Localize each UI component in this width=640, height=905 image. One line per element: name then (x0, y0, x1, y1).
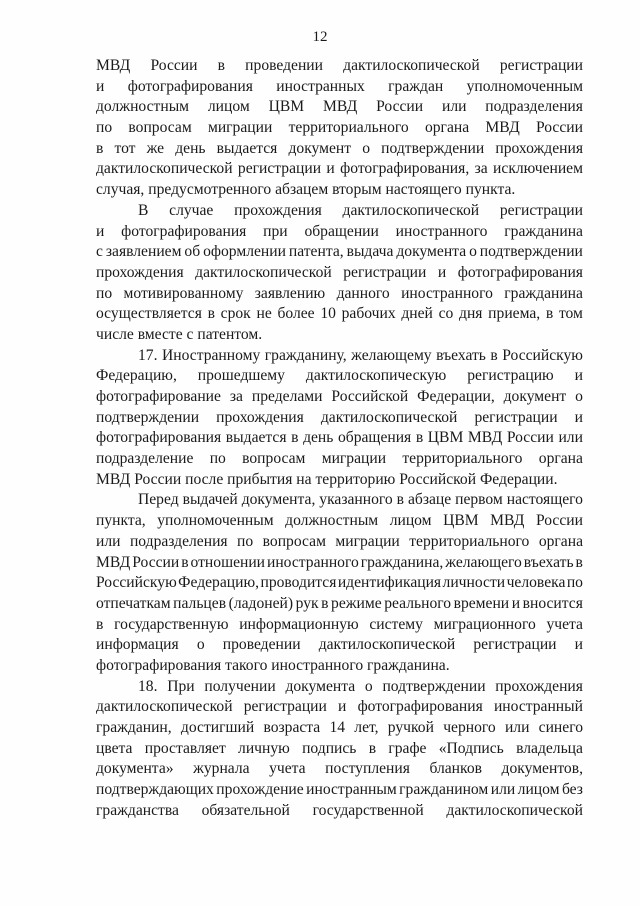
text-line: и фотографирования при обращении иностранного гражданина (96, 222, 583, 240)
paragraph-1 (96, 56, 583, 201)
text-line: случая, предусмотренного абзацем вторым настоящего пункта. (96, 181, 516, 199)
text-line: по мотивированному заявлению данного иностранного гражданина (96, 284, 583, 302)
text-line: и фотографирования иностранных граждан уполномоченным (96, 77, 583, 95)
text-line: фотографирования выдается в день обращения в ЦВМ МВД России или (96, 429, 583, 447)
paragraph-5-item-18 (96, 677, 583, 822)
text-line: документа» журнала учета поступления бланков документов, (96, 760, 583, 778)
text-line: цвета проставляет личную подпись в графе «Подпись владельца (96, 739, 583, 757)
document-body (96, 56, 583, 821)
text-line: дактилоскопической регистрации и фотографирования, за исключением (96, 160, 583, 178)
text-line: в тот же день выдается документ о подтверждении прохождения (96, 139, 583, 157)
text-line: МВД России в отношении иностранного гражданина, желающего въехать в (96, 553, 583, 571)
text-line: осуществляется в срок не более 10 рабочих дней со дня приема, в том (96, 305, 583, 323)
page-number: 12 (312, 29, 328, 45)
text-line: подразделение по вопросам миграции территориального органа (96, 450, 583, 468)
text-line: 18. При получении документа о подтверждении прохождения (138, 677, 583, 695)
paragraph-2 (96, 201, 583, 346)
text-line: Перед выдачей документа, указанного в абзаце первом настоящего (138, 491, 583, 509)
text-line: МВД России в проведении дактилоскопической регистрации (96, 57, 583, 74)
text-line: пункта, уполномоченным должностным лицом ЦВМ МВД России (96, 512, 583, 530)
text-line: информация о проведении дактилоскопической регистрации и (96, 636, 583, 654)
text-line: с заявлением об оформлении патента, выдача документа о подтверждении (96, 243, 583, 261)
text-line: прохождения дактилоскопической регистрации и фотографирования (96, 263, 583, 281)
text-line: отпечаткам пальцев (ладоней) рук в режиме реального времени и вносится (96, 594, 583, 612)
text-line: по вопросам миграции территориального органа МВД России (96, 119, 583, 137)
text-line: дактилоскопической регистрации и фотографирования иностранный (96, 698, 583, 716)
text-line: подтверждающих прохождение иностранным гражданином или лицом без (96, 781, 583, 799)
text-line: числе вместе с патентом. (96, 325, 263, 343)
text-line: подтверждении прохождения дактилоскопической регистрации и (96, 408, 583, 426)
paragraph-4 (96, 490, 583, 676)
text-line: гражданин, достигший возраста 14 лет, ручкой черного или синего (96, 719, 583, 736)
text-line: фотографирование за пределами Российской Федерации, документ о (96, 388, 583, 405)
text-line: Федерацию, прошедшему дактилоскопическую регистрацию и (96, 367, 583, 385)
text-line: Российскую Федерацию, проводится идентификация личности человека по (96, 574, 583, 592)
text-line: в государственную информационную систему миграционного учета (96, 615, 583, 633)
text-line: или подразделения по вопросам миграции территориального органа (96, 532, 583, 550)
text-line: фотографирования такого иностранного гражданина. (96, 656, 450, 674)
text-line: В случае прохождения дактилоскопической регистрации (138, 201, 583, 219)
text-line: 17. Иностранному гражданину, желающему въехать в Российскую (138, 346, 583, 364)
text-line: гражданства обязательной государственной дактилоскопической (96, 801, 583, 819)
text-line: МВД России после прибытия на территорию Российской Федерации. (96, 470, 558, 488)
text-line: должностным лицом ЦВМ МВД России или подразделения (96, 98, 583, 116)
paragraph-3-item-17 (96, 346, 583, 491)
